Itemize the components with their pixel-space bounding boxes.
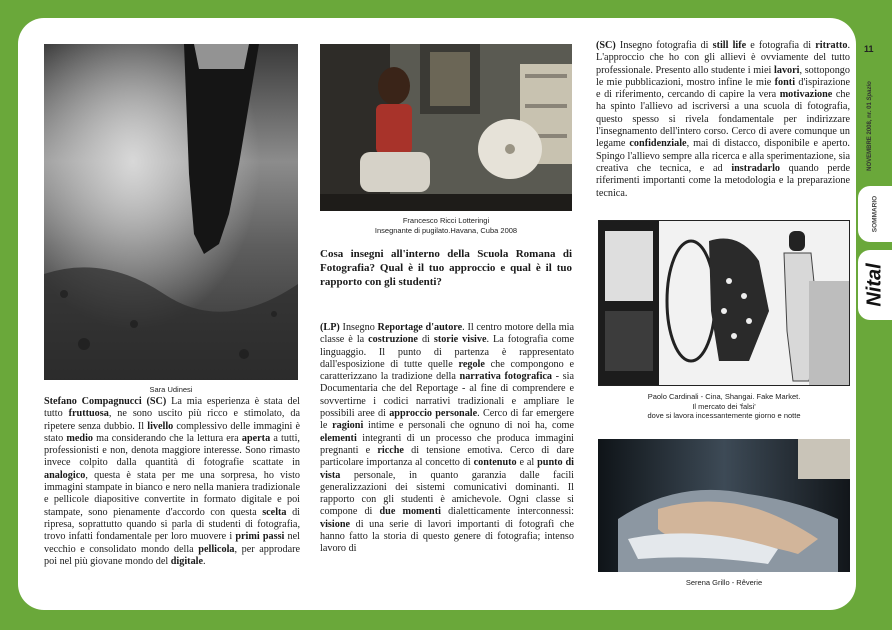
text-bold: scelta <box>262 506 287 518</box>
text: nel vecchio e consolidato mondo della <box>44 531 300 555</box>
text: Insegno <box>339 322 378 333</box>
text: . L'approccio che ho con gli allievi è ovviamente del tutto professionale. Presento allo studente i miei <box>596 40 851 76</box>
caption-line: Francesco Ricci Lotteringi <box>402 216 490 225</box>
text: . <box>203 555 206 567</box>
text: che ha spinto l'allievo ad iscriversi a una scuola di fotografia, questo spesso si rivela fondamentale per indirizzare l'insegnamento dell'intero corso. Cerco di avere comunque un legame <box>596 89 851 150</box>
text-bold: approccio personale <box>389 408 478 420</box>
text: dialetticamente interconnessi: <box>440 506 574 518</box>
text-bold: Reportage d'autore <box>377 322 463 333</box>
text: intime e personali che ognuno di noi ha, come <box>363 420 575 432</box>
text: , questa è stata per me una sorpresa, ho visto immagini stampate in bianco e nero nella maniera tradizionale e pellicole diapositive convertite in formato digitale e poi stampate, sono pienamente d'accordo con questa <box>44 469 300 518</box>
text: . La fotografia come linguaggio. Il punto di partenza è rappresentato dall'esposizione di tutte quelle <box>320 334 574 370</box>
text: La mia esperienza è stata del tutto <box>44 396 300 420</box>
issue-date: NOVEMBRE 2008, nr. 01 <box>867 102 873 171</box>
text: e al <box>516 457 538 469</box>
caption-line: dove si lavora incessantemente giorno e notte <box>647 411 801 420</box>
text-bold: motivazione <box>779 89 833 101</box>
text: di <box>417 334 434 346</box>
boxing-teacher-image <box>320 44 572 211</box>
nital-logo: Nital <box>863 263 886 307</box>
caption-line: Paolo Cardinali - Cina, Shangai. Fake Market. <box>647 392 801 401</box>
caption-paolo-cardinali <box>598 392 850 421</box>
text: a tutti, professionisti e non, denota maggiore interesse. Sono rimasto invece colpito dalla quantità di fotografie scattate in <box>44 432 300 469</box>
text: . Cerco di far emergere le <box>320 408 574 432</box>
caption-serena-grillo <box>598 578 850 588</box>
fake-market-image <box>599 221 849 385</box>
text: , sottopongo le mie pubblicazioni, mostro infine le mie <box>596 64 850 88</box>
text-bold: analogico <box>44 469 86 481</box>
tab-sommario[interactable] <box>858 186 892 242</box>
text: - sia Documentaria che del Reportage - al fine di comprendere e sovvertirne i codici narrativi tradizionali e ampliare le possibili aree di <box>320 371 574 420</box>
text-bold: instradarlo <box>731 162 780 174</box>
photo-sara-udinesi <box>44 44 298 380</box>
text: quando perde riferimenti importanti come la metodologia e la preparazione tecnica. <box>596 162 850 199</box>
photo-serena-grillo <box>598 439 850 572</box>
text-bold: narrativa fotografica <box>459 371 553 383</box>
text-bold: digitale <box>170 555 204 567</box>
column-3-text <box>596 40 850 200</box>
text-bold: costruzione <box>368 334 418 346</box>
text: personale, in quanto garanzia dalle facili generalizzazioni dei sistemi comunicativi dominanti. Il rapporto con gli studenti è amichevole. Ogni classe si compone di <box>320 469 574 518</box>
text-bold: storie visive <box>433 334 487 346</box>
text-bold: aperta <box>241 432 271 444</box>
text: Insegno fotografia di <box>615 40 713 51</box>
text: che compongono e caratterizzano la tradizione della <box>320 358 574 383</box>
text: , mai di distacco, disponibile e aperto. Spingo l'allievo sempre alla ricerca e alla sperimentazione, sia creativa che tecnica, e ad <box>596 138 850 174</box>
magazine-page <box>18 18 856 610</box>
caption-sara-udinesi <box>44 385 298 395</box>
text: complessivo delle immagini è stato <box>44 420 300 444</box>
text: integranti di un processo che produca immagini pregnanti e <box>320 432 574 456</box>
puddle-reflection-image <box>44 44 298 380</box>
text-bold: livello <box>147 420 174 432</box>
interview-question <box>320 247 572 289</box>
text-bold: (LP) <box>320 322 340 333</box>
caption-francesco-ricci <box>320 216 572 235</box>
text-bold: primi passi <box>235 531 285 543</box>
text: e fotografia di <box>746 40 816 51</box>
text-bold: ritratto <box>815 40 848 51</box>
text-bold: confidenziale <box>629 138 687 150</box>
tab-nital-logo[interactable] <box>858 250 892 320</box>
text-bold: medio <box>66 432 94 444</box>
text-bold: regole <box>458 358 485 370</box>
text-bold: punto di vista <box>320 457 574 481</box>
column-1-text <box>44 396 300 568</box>
strip-logo: Spazio <box>867 81 873 101</box>
issue-text <box>867 81 873 171</box>
issue-label <box>860 66 880 186</box>
photo-paolo-cardinali <box>598 220 850 386</box>
text-bold: (SC) <box>596 40 616 51</box>
text-bold: contenuto <box>473 457 517 469</box>
caption-text: Serena Grillo - Rêverie <box>685 578 763 587</box>
text-bold: visione <box>320 518 351 530</box>
page-number: 11 <box>864 44 874 54</box>
text-bold: pellicola <box>198 543 235 555</box>
text-bold: ricche <box>377 444 404 456</box>
text: ma considerando che la lettura era <box>93 432 242 444</box>
text-bold: elementi <box>320 432 357 444</box>
text-bold: still life <box>712 40 747 51</box>
reverie-image <box>598 439 850 572</box>
caption-line: Insegnante di pugilato.Havana, Cuba 2008 <box>374 225 518 235</box>
text: , per approdare poi nel più giovane mondo del <box>44 543 301 567</box>
text: . Il centro motore della mia classe è la <box>320 322 574 346</box>
text-bold: ragioni <box>332 420 364 432</box>
text-bold: Stefano Compagnucci (SC) <box>44 396 167 407</box>
text-bold: due momenti <box>379 506 441 518</box>
text: di ripresa, soprattutto quando si parla di studenti di fotografia, trovo infatti fondamentale per loro muovere i <box>44 506 300 543</box>
text-bold: fonti <box>774 76 796 88</box>
caption-line: Il mercato dei 'falsi' <box>692 401 756 411</box>
caption-text: Sara Udinesi <box>149 385 193 394</box>
text-bold: lavori <box>774 64 800 76</box>
text-bold: fruttuosa <box>68 408 109 420</box>
column-2-text <box>320 322 574 556</box>
text: di una serie di lavori importanti di fotografi che hanno fatto la storia di questo genere di fotografia; intenso lavoro di <box>320 518 574 555</box>
text: d'ispirazione e di riferimento, cercando di capire la vera <box>596 76 850 101</box>
photo-francesco-ricci <box>320 44 572 211</box>
question-text: Cosa insegni all'interno della Scuola Romana di Fotografia? Qual è il tuo approccio e qual è il tuo rapporto con gli studenti? <box>320 248 572 288</box>
tab-sommario-label: SOMMARIO <box>871 195 879 233</box>
text: , ne sono uscito più ricco e stimolato, da ripetere senza dubbio. Il <box>44 408 300 432</box>
text: di tensione emotiva. Cerco di dare particolare importanza al concetto di <box>320 444 574 469</box>
